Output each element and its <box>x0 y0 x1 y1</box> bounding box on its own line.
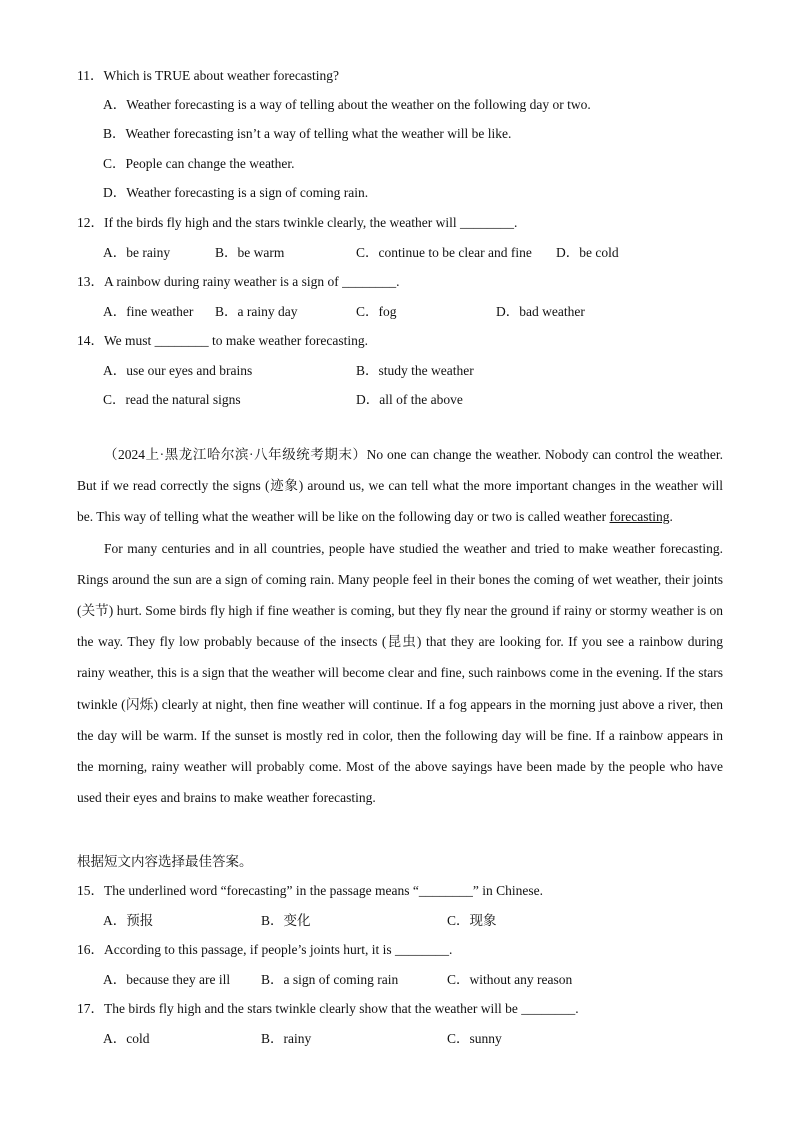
question-14-stem: 14．We must ________ to make weather forecasting. <box>77 333 368 348</box>
question-17-option-c: C．sunny <box>447 1031 502 1046</box>
question-16-option-a: A．because they are ill <box>103 972 231 987</box>
question-14-option-d: D．all of the above <box>356 392 463 407</box>
question-14-option-c: C．read the natural signs <box>103 392 241 407</box>
question-14-option-b: B．study the weather <box>356 363 474 378</box>
passage-paragraph-2: For many centuries and in all countries, people have studied the weather and tried to make weather forecasting. Rings around the sun are a sign of coming rain. Many people feel in their bones the coming of wet weather, their joints (关节) hurt. Some birds fly high if fine weather is coming, but they fly near the ground if rainy or stormy weather is on the way. They fly low probably because of the insects (昆虫) that they are looking for. If you see a rainbow during rainy weather, this is a sign that the weather will become clear and fine, such rainbows come in the evening. If the stars twinkle (闪烁) clearly at night, then fine weather will continue. If a fog appears in the morning just above a river, then the day will be warm. If the sunset is mostly red in color, then the following day will be fine. If a rainbow appears in the morning, rainy weather will probably come. Most of the above sayings have been made by the people who have used their eyes and brains to make weather forecasting. <box>77 540 723 806</box>
question-11-stem: 11．Which is TRUE about weather forecasting? <box>77 68 340 83</box>
question-17-option-a: A．cold <box>103 1031 150 1046</box>
question-12-option-a: A．be rainy <box>103 245 171 260</box>
question-15-option-b: B．变化 <box>261 913 311 928</box>
question-11-option-c: C．People can change the weather. <box>103 156 295 171</box>
question-12-stem: 12．If the birds fly high and the stars twinkle clearly, the weather will ________. <box>77 215 518 230</box>
question-17-stem: 17．The birds fly high and the stars twinkle clearly show that the weather will be ________. <box>77 1001 579 1016</box>
question-16-stem: 16．According to this passage, if people’s joints hurt, it is ________. <box>77 942 453 957</box>
question-15-option-c: C．现象 <box>447 913 497 928</box>
question-15-option-a: A．预报 <box>103 913 154 928</box>
question-11-option-a: A．Weather forecasting is a way of telling about the weather on the following day or two. <box>103 97 591 112</box>
question-11-option-b: B．Weather forecasting isn’t a way of telling what the weather will be like. <box>103 126 512 141</box>
question-13-stem: 13．A rainbow during rainy weather is a sign of ________. <box>77 274 400 289</box>
question-11-option-d: D．Weather forecasting is a sign of coming rain. <box>103 185 369 200</box>
question-16-option-b: B．a sign of coming rain <box>261 972 399 987</box>
question-13-option-d: D．bad weather <box>496 304 585 319</box>
question-13-option-b: B．a rainy day <box>215 304 298 319</box>
passage-paragraph-1-text: （2024上·黑龙江哈尔滨·八年级统考期末）No one can change the weather. Nobody can control the weather. But if we read correctly the signs (迹象) around us, we can tell what the more important changes in the weather will be. This way of telling what the weather will be like on the following day or two is called weather <box>77 447 723 525</box>
instruction-text: 根据短文内容选择最佳答案。 <box>77 854 253 869</box>
question-12-option-d: D．be cold <box>556 245 619 260</box>
reading-passage <box>77 439 723 813</box>
question-12-option-c: C．continue to be clear and fine <box>356 245 532 260</box>
question-15-stem: 15．The underlined word “forecasting” in the passage means “________” in Chinese. <box>77 883 543 898</box>
passage-paragraph-1-end: . <box>669 509 673 525</box>
underlined-word-forecasting: forecasting <box>609 509 670 525</box>
question-17-option-b: B．rainy <box>261 1031 312 1046</box>
question-16-option-c: C．without any reason <box>447 972 573 987</box>
question-13-option-a: A．fine weather <box>103 304 194 319</box>
question-13-option-c: C．fog <box>356 304 397 319</box>
passage-paragraph-1 <box>77 439 723 533</box>
question-14-option-a: A．use our eyes and brains <box>103 363 253 378</box>
question-12-option-b: B．be warm <box>215 245 285 260</box>
